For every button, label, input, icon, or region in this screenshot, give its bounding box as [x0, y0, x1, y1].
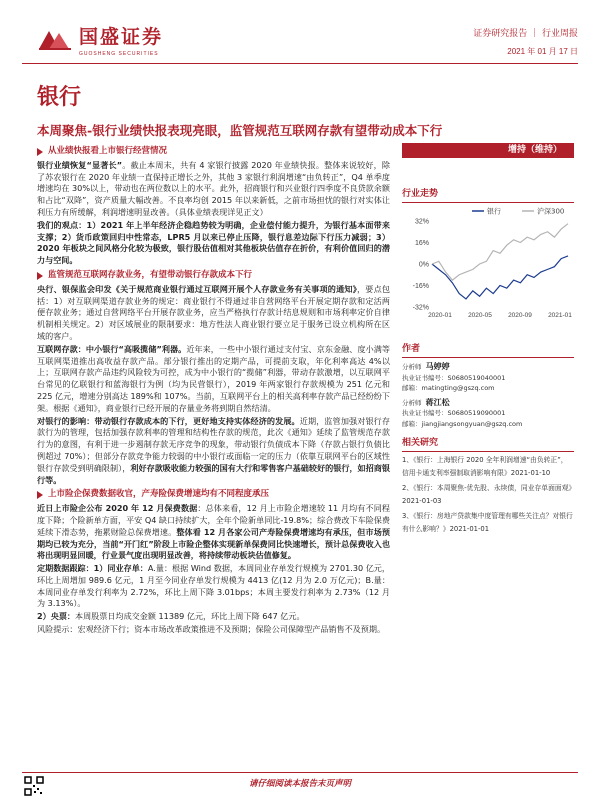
triangle-bullet-icon — [37, 272, 43, 280]
x-tick-label: 2020-01 — [428, 312, 452, 319]
rating-badge: 增持（维持） — [402, 143, 574, 158]
trend-chart — [402, 203, 574, 333]
analysts-heading: 作者 — [402, 341, 574, 358]
analyst-card — [402, 398, 574, 430]
disclaimer-notice: 请仔细阅读本报告末页声明 — [248, 779, 351, 789]
related-list — [402, 454, 574, 536]
report-type: 证券研究报告 ｜ 行业周报 — [473, 29, 578, 39]
logo-mark-icon — [37, 29, 73, 51]
analyst-email[interactable]: jiangjiangsongyuan@gszq.com — [421, 419, 523, 428]
related-report-link[interactable]: 2、《银行：本周聚焦-优先股、永续债，同业存单面面观》2021-01-03 — [402, 484, 572, 505]
legend-label: 沪深300 — [537, 207, 565, 216]
logo-cn: 国盛证券 — [79, 26, 164, 48]
analyst-name: 蒋江松 — [425, 397, 450, 407]
industry-title: 银行 — [37, 85, 82, 110]
related-report-link[interactable]: 3、《银行：房地产贷款集中度管理有哪些关注点？对银行有什么影响？》2021-01-01 — [402, 512, 573, 533]
page-footer — [22, 772, 578, 796]
related-report-link[interactable]: 1、《银行：上海银行 2020 全年利润增速“由负转正”，信用卡通支利率强制取消影响有限》2021-01-10 — [402, 456, 568, 477]
y-tick-label: 0% — [418, 261, 429, 269]
related-heading: 相关研究 — [402, 435, 574, 452]
analyst-role: 分析师 — [402, 398, 422, 407]
report-headline: 本周聚焦-银行业绩快报表现亮眼，监管规范互联网存款有望带动成本下行 — [37, 123, 443, 138]
y-tick-label: 32% — [414, 218, 429, 226]
analyst-email[interactable]: matingting@gszq.com — [421, 384, 495, 392]
section-heading: 监管规范互联网存款业务，有望带动银行存款成本下行 — [37, 270, 390, 282]
y-tick-label: -32% — [412, 304, 429, 312]
paragraph: 风险提示：宏观经济下行；资本市场改革政策推进不及预期；保险公司保障型产品销售不及预期。 — [37, 624, 386, 635]
y-tick-label: -16% — [412, 283, 429, 290]
x-tick-label: 2021-01 — [548, 312, 572, 319]
paragraph: 定期数据跟踪：1）同业存单：A.量：根据 Wind 数据，本周同业存单发行规模为 2701.30 亿元，环比上周增加 989.6 亿元，1 月至今同业存单发行规模为 4413 亿(12 月为 2.0 万亿元)；B.量：本周同业存单发行利率为 2.72%，环比上周下降 3.01bps；本周主要发行利率为 2.73%（12 月为 3.13%）。 — [37, 563, 390, 609]
x-tick-label: 2020-05 — [468, 312, 492, 319]
cert-number: S0680519040001 — [447, 373, 506, 382]
section-heading: 从业绩快报看上市银行经营情况 — [37, 146, 390, 158]
analyst-name: 马婷婷 — [425, 362, 450, 371]
paragraph: 央行、银保监会印发《关于规范商业银行通过互联网开展个人存款业务有关事项的通知》，要点包括：1）对互联网渠道存款业务的规定：商业银行不得通过非自营网络平台开展定期存款和定活两便存款业务；通过自营网络平台开展存款业务，应当严格执行存款计结息规则和市场利率定价自律机制相关规定。2）对区域展业的限制要求：地方性法人商业银行要立足于服务已设立机构所在区域的客户。 — [37, 283, 390, 341]
triangle-bullet-icon — [37, 491, 43, 499]
trend-heading: 行业走势 — [402, 186, 574, 203]
mail-label: 邮箱： — [402, 419, 422, 428]
cert-number: S0680519090001 — [447, 409, 506, 417]
paragraph: 银行业绩恢复“显著长”。截止本周末，共有 4 家银行披露 2020 年业绩快报。整体来说较好，除了苏农银行在 2020 年业绩一直保持正增长之外，其他 3 家银行利润增速“由负转正”，Q4 单季度增速均在 30%以上，带动也在两位数以上的水平。此外，招商银行和兴业银行四季度不良贷款余额和占比“双降”，资产质量大幅改善。不良率均创 2015 年以来新低，之前市场担忧的银行对实体让利压力有所缓解，利润增速明显改善。（具体业绩表现详见正文） — [37, 159, 391, 217]
cert-label: 执业证书编号： — [402, 373, 448, 382]
paragraph: 互联网存款：中小银行“高吸揽储”利器。近年来，一些中小银行通过支付宝、京东金融、度小满等互联网渠道推出高收益存款产品。部分银行推出的定期产品，可提前支取，年化利率高达 4%以上；互联网存款产品违约风险较为可控，成为中小银行的“揽储”利器，带动存款激增，以互联网平台常见的亿联银行和蓝海银行为例（均为民营银行），2019 年两家银行存款规模为 251 亿元和 225 亿元，增速分别高达 189%和 107%。当前，互联网平台上的相关高利率存款产品已经纷纷下架。根据《通知》，商业银行已经开展的存量业务将到期自然结清。 — [37, 343, 391, 413]
triangle-bullet-icon — [37, 148, 43, 156]
analyst-card — [402, 362, 574, 394]
header-divider — [22, 63, 578, 64]
y-tick-label: 16% — [414, 240, 429, 247]
paragraph: 近日上市险企公布 2020 年 12 月保费数据：总体来看，12 月上市险企增速较 11 月均有不同程度下降；个险新单方面，平安 Q4 缺口持续扩大，全年个险新单同比-19.8%；综合费改下车险保费延续下滑态势，拖累财险总保费增速。整体看 12 月各家公司产寿险保费增速均有承压，但市场预期均已较为充分，当前“开门红”阶段上市险企整体实现新单保费同比快速增长，预计总保费收入也将出现明显回暖，行业景气度出现明显改善，将持续带动板块估值修复。 — [37, 503, 391, 561]
series-line — [432, 224, 568, 280]
main-body — [37, 143, 390, 637]
cert-label: 执业证书编号： — [402, 409, 448, 417]
company-logo — [37, 22, 163, 57]
paragraph: 对银行的影响：带动银行存款成本的下行，更好地支持实体经济的发展。近期，监管加强对银行存款行为的管理，包括加强存款利率的管理和结构性存款的规范，此次《通知》延续了监管规范存款行为的意图，有利于进一步遏制存款无序竞争的现象，带动银行负债成本下降（存款占银行负债比例超过 70%）；但部分存款竞争能力较弱的中小银行或面临一定的压力（依靠互联网平台的区域性银行存款受到明确限制），利好存款吸收能力较强的国有大行和零售客户基础较好的银行，如招商银行等。 — [37, 415, 391, 485]
sidebar — [402, 143, 574, 536]
paragraph: 我们的观点：1）2021 年上半年经济企稳趋势较为明确，企业偿付能力提升，为银行基本面带来支撑；2）货币政策回归中性常态，LPR5 月以来已停止压降，银行息差边际下行压力减弱；3）2020 年板块之间风格分化较为极致，银行股估值相对其他板块估值存在折价，有利价值回归的潜力与空间。 — [37, 219, 390, 266]
legend-label: 银行 — [487, 207, 501, 216]
logo-en: GUOSHENG SECURITIES — [79, 51, 159, 57]
series-line — [432, 256, 568, 299]
report-date: 2021 年 01 月 17 日 — [507, 47, 578, 56]
analyst-role: 分析师 — [402, 363, 422, 371]
paragraph: 2）央票：本周股票日均成交金额 11389 亿元，环比上周下降 647 亿元。 — [37, 611, 305, 622]
mail-label: 邮箱： — [402, 384, 422, 392]
section-heading: 上市险企保费数据收官，产寿险保费增速均有不同程度承压 — [37, 489, 390, 501]
trend-chart-svg — [402, 203, 574, 333]
analyst-list — [402, 362, 574, 429]
x-tick-label: 2020-09 — [508, 312, 532, 319]
